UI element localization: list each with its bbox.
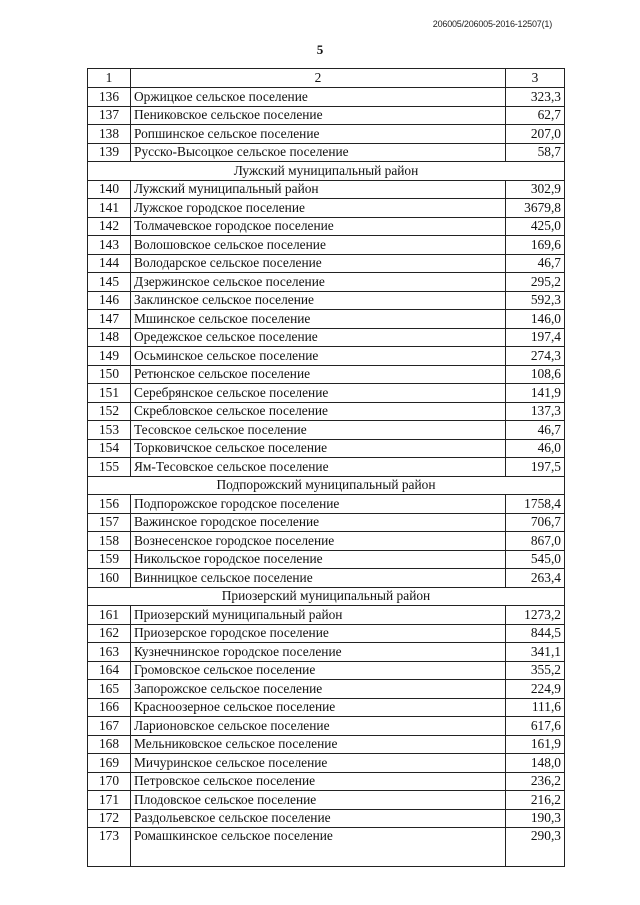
amount-value: 197,4 (506, 328, 565, 347)
amount-value: 216,2 (506, 791, 565, 810)
settlement-name: Подпорожское городское поселение (131, 495, 506, 514)
settlement-name: Волошовское сельское поселение (131, 236, 506, 255)
settlement-name: Серебрянское сельское поселение (131, 384, 506, 403)
amount-value: 425,0 (506, 217, 565, 236)
row-number: 156 (88, 495, 131, 514)
column-header: 3 (506, 69, 565, 88)
row-number: 148 (88, 328, 131, 347)
amount-value: 263,4 (506, 569, 565, 588)
settlement-name: Приозерское городское поселение (131, 624, 506, 643)
table-body (88, 69, 565, 867)
table-row (88, 809, 565, 828)
table-row (88, 273, 565, 292)
table-row (88, 513, 565, 532)
page-number: 5 (316, 42, 324, 57)
row-number: 151 (88, 384, 131, 403)
amount-value: 302,9 (506, 180, 565, 199)
settlement-name: Пениковское сельское поселение (131, 106, 506, 125)
document-id: 206005/206005-2016-12507(1) (432, 19, 552, 29)
row-number: 136 (88, 88, 131, 107)
row-number: 165 (88, 680, 131, 699)
section-title: Лужский муниципальный район (88, 162, 565, 181)
amount-value: 46,7 (506, 254, 565, 273)
settlement-name: Ларионовское сельское поселение (131, 717, 506, 736)
amount-value: 224,9 (506, 680, 565, 699)
table-row (88, 180, 565, 199)
row-number: 150 (88, 365, 131, 384)
row-number: 153 (88, 421, 131, 440)
settlement-name: Важинское городское поселение (131, 513, 506, 532)
table-row (88, 254, 565, 273)
amount-value: 867,0 (506, 532, 565, 551)
row-number: 155 (88, 458, 131, 477)
settlement-name: Дзержинское сельское поселение (131, 273, 506, 292)
row-number: 143 (88, 236, 131, 255)
amount-value: 62,7 (506, 106, 565, 125)
table-row (88, 421, 565, 440)
settlement-name: Осьминское сельское поселение (131, 347, 506, 366)
amount-value: 58,7 (506, 143, 565, 162)
settlement-name: Лужский муниципальный район (131, 180, 506, 199)
settlement-name: Раздольевское сельское поселение (131, 809, 506, 828)
row-number: 158 (88, 532, 131, 551)
amount-value: 592,3 (506, 291, 565, 310)
row-number: 169 (88, 754, 131, 773)
table-row (88, 310, 565, 329)
settlement-name: Тесовское сельское поселение (131, 421, 506, 440)
row-number: 161 (88, 606, 131, 625)
row-number: 146 (88, 291, 131, 310)
settlement-name: Петровское сельское поселение (131, 772, 506, 791)
table-row (88, 772, 565, 791)
amount-value: 706,7 (506, 513, 565, 532)
amount-value: 146,0 (506, 310, 565, 329)
row-number: 144 (88, 254, 131, 273)
row-number: 170 (88, 772, 131, 791)
amount-value: 1273,2 (506, 606, 565, 625)
amount-value: 148,0 (506, 754, 565, 773)
amount-value: 46,0 (506, 439, 565, 458)
table-row (88, 365, 565, 384)
settlement-name: Лужское городское поселение (131, 199, 506, 218)
table-row (88, 624, 565, 643)
section-header-row (88, 587, 565, 606)
table-row (88, 495, 565, 514)
column-header: 2 (131, 69, 506, 88)
settlement-name: Ропшинское сельское поселение (131, 125, 506, 144)
table-row (88, 328, 565, 347)
amount-value: 236,2 (506, 772, 565, 791)
amount-value: 137,3 (506, 402, 565, 421)
table-row (88, 236, 565, 255)
table-row (88, 661, 565, 680)
settlement-name: Русско-Высоцкое сельское поселение (131, 143, 506, 162)
table-row (88, 384, 565, 403)
row-number: 149 (88, 347, 131, 366)
amount-value: 295,2 (506, 273, 565, 292)
settlement-name: Мельниковское сельское поселение (131, 735, 506, 754)
amount-value: 290,3 (506, 828, 565, 867)
settlement-name: Винницкое сельское поселение (131, 569, 506, 588)
row-number: 139 (88, 143, 131, 162)
amount-value: 341,1 (506, 643, 565, 662)
section-header-row (88, 476, 565, 495)
settlement-name: Скребловское сельское поселение (131, 402, 506, 421)
amount-value: 207,0 (506, 125, 565, 144)
row-number: 159 (88, 550, 131, 569)
settlement-name: Громовское сельское поселение (131, 661, 506, 680)
amount-value: 46,7 (506, 421, 565, 440)
amount-value: 141,9 (506, 384, 565, 403)
table-row (88, 217, 565, 236)
settlement-name: Приозерский муниципальный район (131, 606, 506, 625)
table-row (88, 606, 565, 625)
row-number: 162 (88, 624, 131, 643)
allocation-table (87, 68, 565, 867)
row-number: 168 (88, 735, 131, 754)
table-row (88, 88, 565, 107)
row-number: 147 (88, 310, 131, 329)
section-header-row (88, 162, 565, 181)
table-row (88, 735, 565, 754)
table-row (88, 754, 565, 773)
amount-value: 844,5 (506, 624, 565, 643)
table-row (88, 791, 565, 810)
settlement-name: Мшинское сельское поселение (131, 310, 506, 329)
amount-value: 111,6 (506, 698, 565, 717)
amount-value: 545,0 (506, 550, 565, 569)
row-number: 152 (88, 402, 131, 421)
settlement-name: Плодовское сельское поселение (131, 791, 506, 810)
table-row (88, 291, 565, 310)
row-number: 164 (88, 661, 131, 680)
table-header-row (88, 69, 565, 88)
amount-value: 274,3 (506, 347, 565, 366)
row-number: 157 (88, 513, 131, 532)
section-title: Приозерский муниципальный район (88, 587, 565, 606)
row-number: 141 (88, 199, 131, 218)
settlement-name: Никольское городское поселение (131, 550, 506, 569)
settlement-name: Мичуринское сельское поселение (131, 754, 506, 773)
amount-value: 617,6 (506, 717, 565, 736)
row-number: 140 (88, 180, 131, 199)
row-number: 166 (88, 698, 131, 717)
table-row (88, 199, 565, 218)
amount-value: 355,2 (506, 661, 565, 680)
table-row (88, 698, 565, 717)
settlement-name: Ромашкинское сельское поселение (131, 828, 506, 867)
table-row (88, 828, 565, 867)
row-number: 154 (88, 439, 131, 458)
amount-value: 323,3 (506, 88, 565, 107)
amount-value: 1758,4 (506, 495, 565, 514)
table-row (88, 550, 565, 569)
row-number: 171 (88, 791, 131, 810)
settlement-name: Володарское сельское поселение (131, 254, 506, 273)
table-row (88, 680, 565, 699)
settlement-name: Заклинское сельское поселение (131, 291, 506, 310)
amount-value: 197,5 (506, 458, 565, 477)
settlement-name: Торковичское сельское поселение (131, 439, 506, 458)
amount-value: 161,9 (506, 735, 565, 754)
row-number: 142 (88, 217, 131, 236)
section-title: Подпорожский муниципальный район (88, 476, 565, 495)
row-number: 173 (88, 828, 131, 867)
row-number: 137 (88, 106, 131, 125)
table-row (88, 347, 565, 366)
table-row (88, 569, 565, 588)
settlement-name: Ретюнское сельское поселение (131, 365, 506, 384)
table-row (88, 458, 565, 477)
table-row (88, 402, 565, 421)
table-row (88, 125, 565, 144)
settlement-name: Кузнечнинское городское поселение (131, 643, 506, 662)
table-row (88, 532, 565, 551)
settlement-name: Вознесенское городское поселение (131, 532, 506, 551)
settlement-name: Толмачевское городское поселение (131, 217, 506, 236)
table-row (88, 439, 565, 458)
table-row (88, 143, 565, 162)
row-number: 138 (88, 125, 131, 144)
row-number: 163 (88, 643, 131, 662)
amount-value: 190,3 (506, 809, 565, 828)
table-row (88, 717, 565, 736)
amount-value: 169,6 (506, 236, 565, 255)
settlement-name: Оредежское сельское поселение (131, 328, 506, 347)
table-row (88, 643, 565, 662)
row-number: 160 (88, 569, 131, 588)
settlement-name: Оржицкое сельское поселение (131, 88, 506, 107)
amount-value: 108,6 (506, 365, 565, 384)
settlement-name: Запорожское сельское поселение (131, 680, 506, 699)
row-number: 145 (88, 273, 131, 292)
row-number: 172 (88, 809, 131, 828)
table-row (88, 106, 565, 125)
settlement-name: Ям-Тесовское сельское поселение (131, 458, 506, 477)
column-header: 1 (88, 69, 131, 88)
amount-value: 3679,8 (506, 199, 565, 218)
row-number: 167 (88, 717, 131, 736)
settlement-name: Красноозерное сельское поселение (131, 698, 506, 717)
